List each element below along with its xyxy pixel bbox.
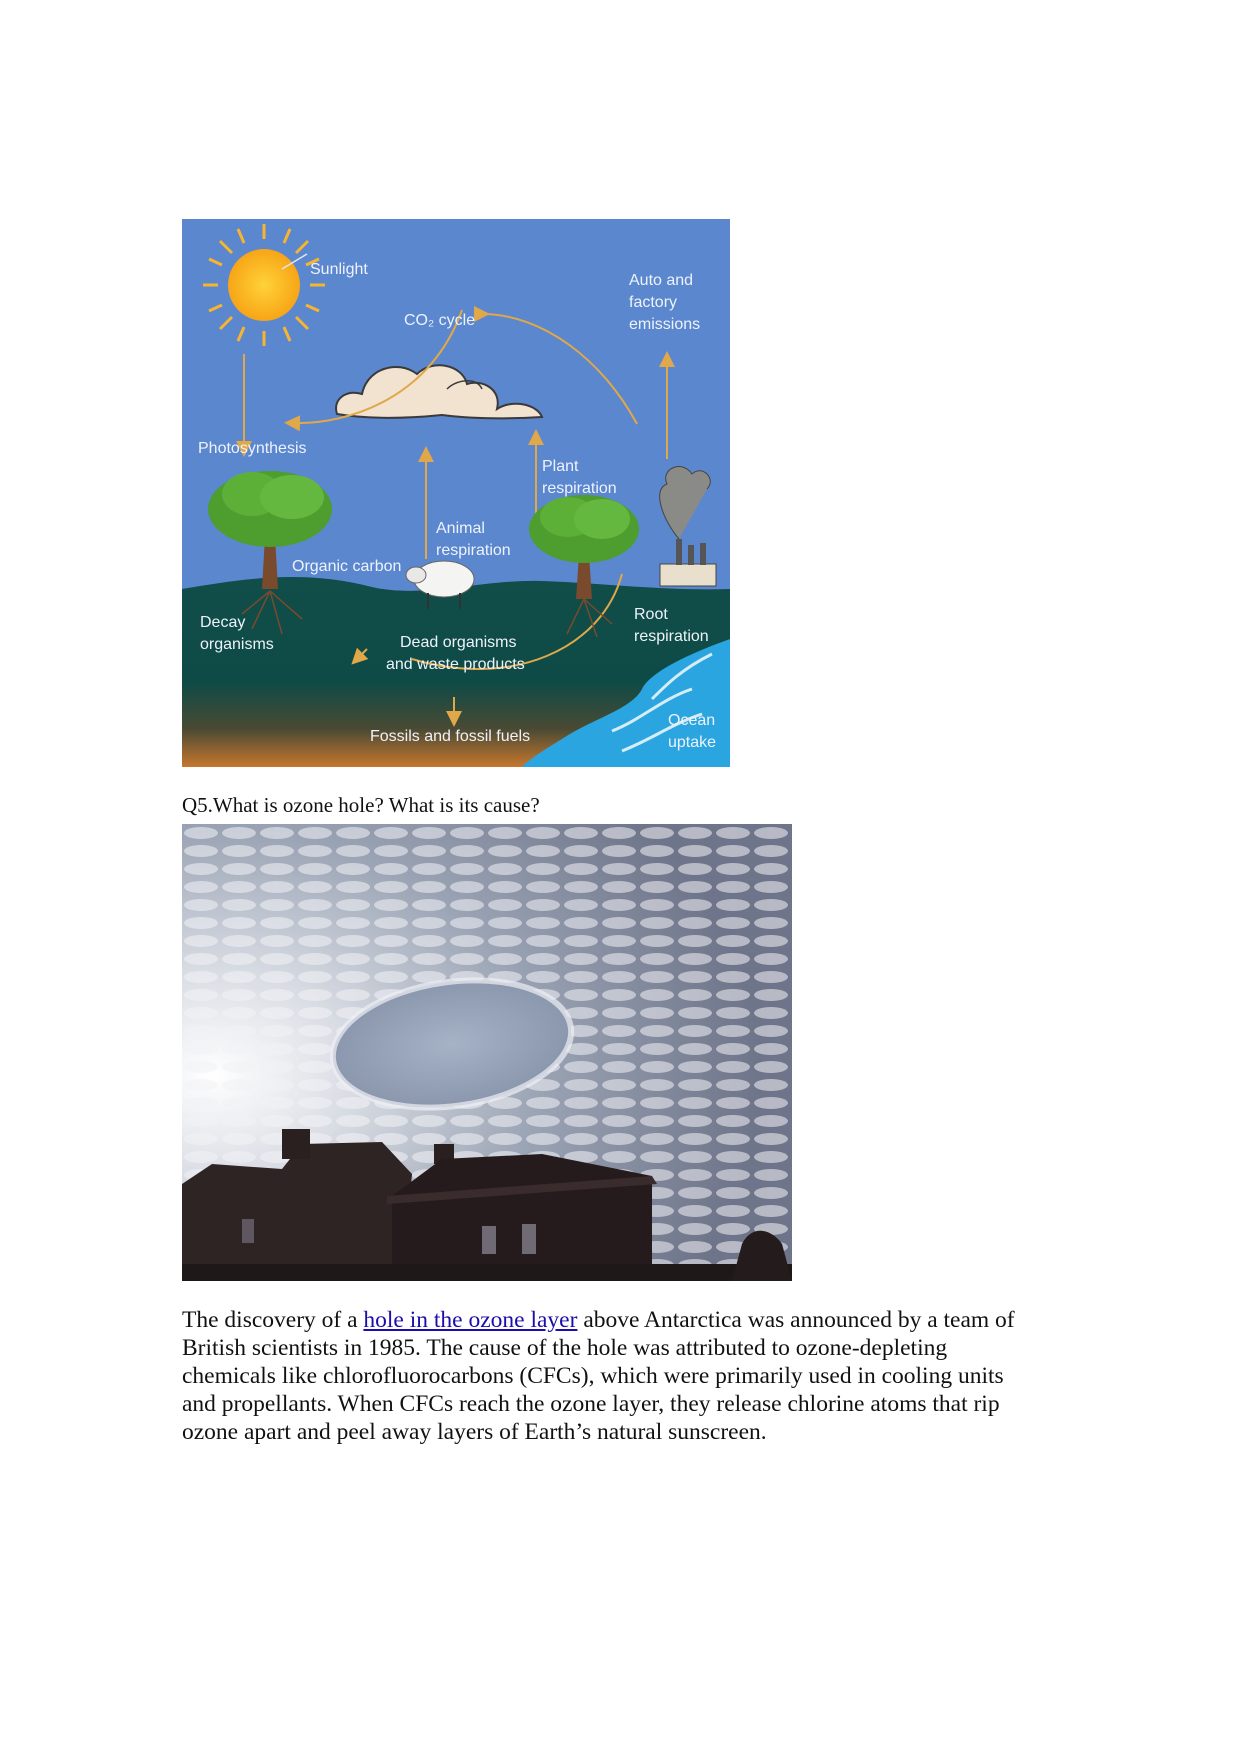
label-auto-1: Auto and <box>629 272 694 289</box>
answer-paragraph <box>182 1306 1062 1446</box>
ozone-hole-link[interactable]: hole in the ozone layer <box>363 1307 578 1333</box>
para-line-1: The discovery of a hole in the ozone layer above Antarctica was announced by a team of <box>182 1307 1015 1333</box>
label-root-2: respiration <box>634 628 709 645</box>
question-heading: Q5.What is ozone hole? What is its cause? <box>182 793 540 817</box>
label-decay-1: Decay <box>200 614 246 631</box>
label-sunlight: Sunlight <box>310 261 368 278</box>
para-line-3: chemicals like chlorofluorocarbons (CFCs), which were primarily used in cooling units <box>182 1363 1004 1389</box>
label-auto-2: factory <box>629 294 678 311</box>
label-animal-2: respiration <box>436 542 511 559</box>
para-line-5: ozone apart and peel away layers of Earth’s natural sunscreen. <box>182 1419 767 1445</box>
label-ocean-1: Ocean <box>668 712 716 729</box>
label-root-1: Root <box>634 606 668 623</box>
label-animal-1: Animal <box>436 520 485 537</box>
para-line-2: British scientists in 1985. The cause of the hole was attributed to ozone-depleting <box>182 1335 948 1361</box>
label-decay-2: organisms <box>200 636 274 653</box>
label-dead-2: and waste products <box>386 656 525 673</box>
label-fossils: Fossils and fossil fuels <box>370 728 531 745</box>
cloud-hole-photo <box>182 824 792 1281</box>
label-organic-carbon: Organic carbon <box>292 558 402 575</box>
label-ocean-2: uptake <box>668 734 717 751</box>
label-co2-cycle: CO₂ cycle <box>404 312 476 329</box>
carbon-cycle-diagram <box>182 219 730 767</box>
label-auto-3: emissions <box>629 316 701 333</box>
para-line-4: and propellants. When CFCs reach the ozone layer, they release chlorine atoms that rip <box>182 1391 1000 1417</box>
label-dead-1: Dead organisms <box>400 634 517 651</box>
label-plant-2: respiration <box>542 480 617 497</box>
label-photosynthesis: Photosynthesis <box>198 440 307 457</box>
label-plant-1: Plant <box>542 458 579 475</box>
